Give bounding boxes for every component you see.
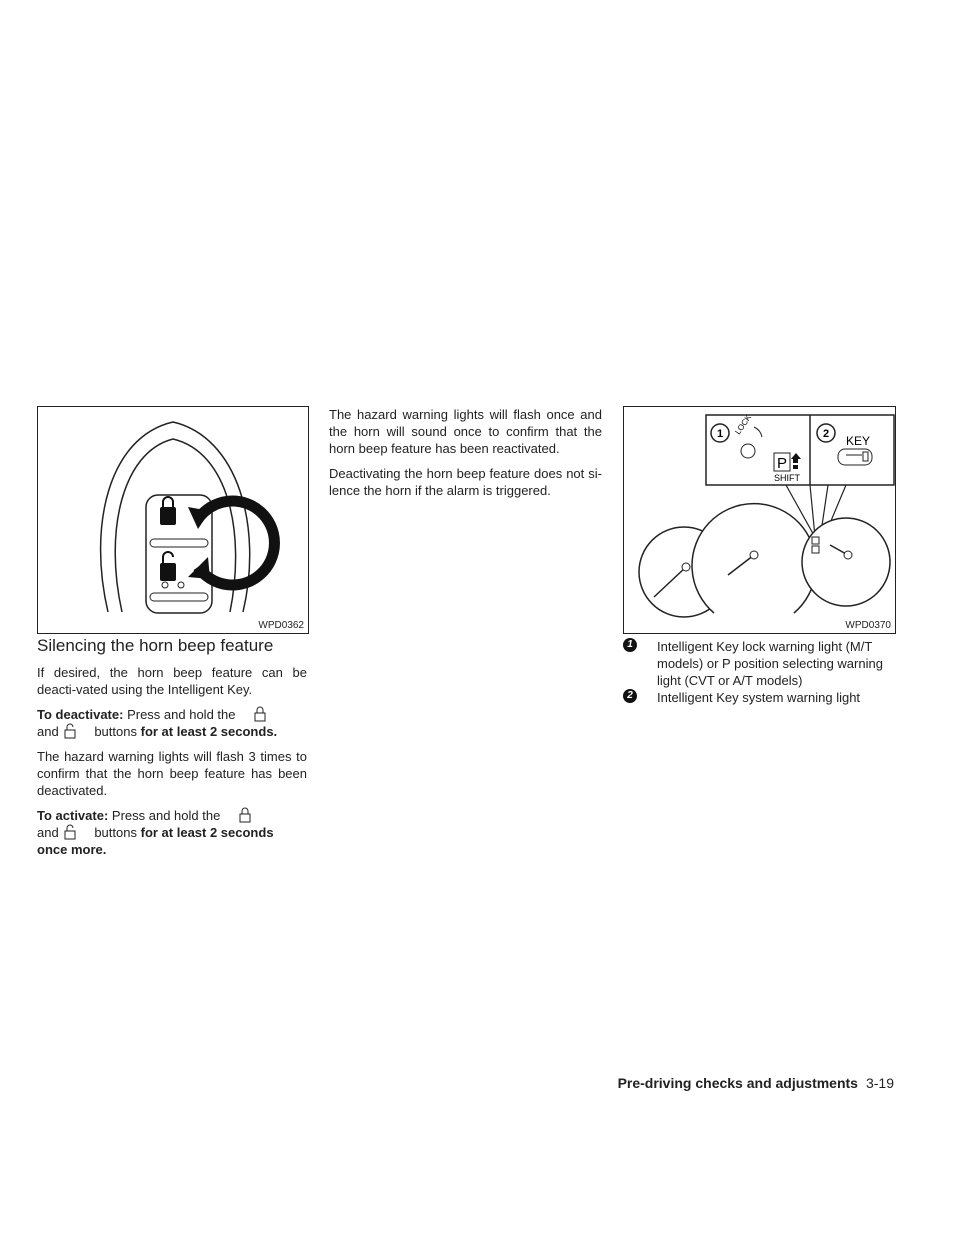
fuel-gauge: [802, 518, 890, 606]
lock-icon: [253, 706, 267, 722]
activate-bold-2: once more.: [37, 842, 107, 857]
legend-text-2: Intelligent Key system warning light: [657, 690, 861, 705]
deactivate-paragraph: [37, 706, 307, 740]
left-column: [37, 637, 307, 866]
legend-text-1: Intelligent Key lock warning light (M/T models) or P position selecting warning light (CVT or A/T models): [657, 639, 883, 688]
label-2: 2: [822, 428, 830, 440]
and-text: and: [37, 724, 59, 739]
alarm-note-paragraph: Deactivating the horn beep feature does not si-lence the horn if the alarm is triggered.: [329, 466, 602, 498]
page-number: 3-19: [865, 1075, 894, 1091]
key-fob-illustration: [38, 407, 308, 633]
buttons-text: buttons: [94, 724, 137, 739]
p-text: P: [776, 455, 788, 472]
figure-code: WPD0370: [845, 620, 891, 631]
deactivate-bold: for at least 2 seconds.: [140, 724, 278, 739]
meter-cluster-figure: [623, 406, 896, 634]
legend-item-2: [623, 689, 898, 709]
activate-bold-1: for at least 2 seconds: [140, 825, 274, 840]
legend-number-1: 1: [623, 638, 637, 652]
section-heading: Silencing the horn beep feature: [37, 636, 274, 655]
footer-section: Pre-driving checks and adjustments: [617, 1075, 858, 1091]
activate-text: Press and hold the: [111, 808, 221, 823]
deactivate-label: To deactivate:: [37, 707, 124, 722]
intro-paragraph: If desired, the horn beep feature can be deacti-vated using the Intelligent Key.: [37, 665, 307, 697]
legend-item-1: [623, 638, 898, 692]
and-text: and: [37, 825, 59, 840]
reactivated-paragraph: The hazard warning lights will flash once and the horn will sound once to confirm that the horn beep feature has been reactivated.: [329, 407, 602, 456]
unlock-icon: [63, 824, 77, 840]
legend-number-2: 2: [623, 689, 637, 703]
middle-column: [329, 406, 602, 507]
key-text: KEY: [846, 434, 871, 448]
figure-code: WPD0362: [258, 620, 304, 631]
meter-cluster-illustration: [624, 407, 895, 633]
unlock-icon: [63, 723, 77, 739]
label-1: 1: [716, 428, 724, 440]
deactivate-text: Press and hold the: [127, 707, 236, 722]
lock-button-icon: [160, 507, 176, 525]
activate-label: To activate:: [37, 808, 109, 823]
lock-icon: [238, 807, 252, 823]
shift-text: SHIFT: [774, 473, 800, 483]
lock-text: LOCK: [733, 413, 754, 437]
page-footer: [618, 1075, 894, 1091]
buttons-text: buttons: [94, 825, 137, 840]
key-fob-figure: [37, 406, 309, 634]
unlock-button-icon: [160, 563, 176, 581]
flash3-paragraph: The hazard warning lights will flash 3 times to confirm that the horn beep feature has been deactivated.: [37, 749, 307, 798]
activate-paragraph: [37, 807, 307, 858]
